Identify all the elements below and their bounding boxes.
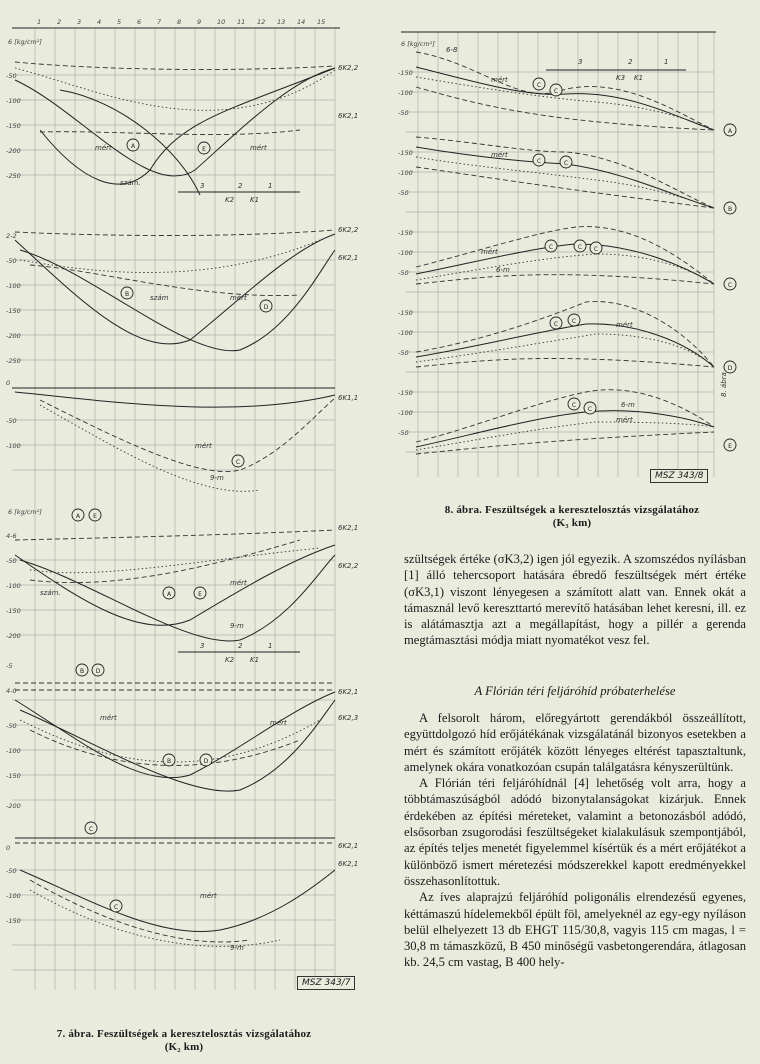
- svg-text:-100: -100: [6, 582, 21, 590]
- figure-7-panel-4: [8, 508, 359, 664]
- svg-text:2: 2: [57, 18, 62, 26]
- svg-text:szám: szám: [150, 294, 169, 302]
- svg-text:mért: mért: [230, 579, 247, 587]
- svg-text:6K2,2: 6K2,2: [338, 64, 359, 72]
- svg-text:6K2,1: 6K2,1: [338, 254, 359, 262]
- svg-text:E: E: [728, 443, 732, 450]
- svg-text:-50: -50: [398, 349, 409, 357]
- figure-7-panel-1: [15, 62, 359, 204]
- figure-7-panel-5: [15, 664, 358, 791]
- svg-text:C: C: [536, 82, 542, 89]
- svg-text:B: B: [124, 291, 130, 298]
- body-text-1: [404, 551, 746, 649]
- svg-text:B: B: [166, 758, 172, 765]
- svg-text:-150: -150: [398, 69, 413, 77]
- svg-text:3: 3: [578, 58, 583, 66]
- svg-text:-150: -150: [398, 149, 413, 157]
- svg-text:9-m: 9-m: [230, 944, 244, 952]
- svg-text:C: C: [113, 904, 119, 911]
- svg-text:A: A: [130, 143, 136, 150]
- svg-text:14: 14: [297, 18, 306, 26]
- svg-text:mért: mért: [230, 294, 247, 302]
- svg-text:C: C: [563, 160, 569, 167]
- svg-text:-100: -100: [398, 89, 413, 97]
- svg-text:6K2,2: 6K2,2: [338, 562, 359, 570]
- svg-text:-50: -50: [6, 557, 17, 565]
- svg-text:6: 6: [137, 18, 142, 26]
- figure-7-stamp: MSZ 343/7: [297, 976, 355, 990]
- svg-text:9: 9: [197, 18, 202, 26]
- svg-text:-250: -250: [6, 172, 21, 180]
- svg-text:-200: -200: [6, 147, 21, 155]
- svg-text:1: 1: [268, 182, 273, 190]
- svg-text:0: 0: [6, 844, 11, 852]
- svg-text:6K2,3: 6K2,3: [338, 714, 359, 722]
- figure-8-axis-unit: 6 [kg/cm²]: [401, 40, 435, 48]
- svg-text:C: C: [593, 246, 599, 253]
- svg-text:2: 2: [628, 58, 633, 66]
- svg-text:6 [kg/cm²]: 6 [kg/cm²]: [8, 508, 42, 516]
- svg-text:2-2: 2-2: [6, 232, 17, 240]
- svg-text:-100: -100: [6, 442, 21, 450]
- svg-text:-100: -100: [6, 892, 21, 900]
- svg-text:-50: -50: [398, 269, 409, 277]
- paragraph-1: szültségek értéke (σK3,2) igen jól egyezik. A szomszédos nyílásban [1] álló tehercsoport hatására ébredő feszültségek mért értéke (σK3,1) viszont lényegesen a számított alatt van. Ennek okát a támasznál levő kereszttartó merevítő hatásában lehet keresni, ill. ez is alátámasztja azt a megállapítást, hogy a pillér a gerenda megtámasztási módja miatt nyomatékot vesz fel.: [404, 552, 746, 648]
- svg-text:2: 2: [238, 642, 243, 650]
- svg-text:-150: -150: [6, 122, 21, 130]
- svg-text:1: 1: [268, 642, 273, 650]
- figure-8-caption: [392, 504, 752, 530]
- svg-text:3: 3: [200, 642, 205, 650]
- figure-8-panel-e: [416, 372, 736, 454]
- svg-text:-150: -150: [6, 917, 21, 925]
- figure-7-axis-unit: 6 [kg/cm²]: [8, 38, 42, 46]
- svg-text:-100: -100: [398, 329, 413, 337]
- svg-text:C: C: [548, 244, 554, 251]
- svg-text:C: C: [587, 406, 593, 413]
- svg-text:E: E: [202, 146, 206, 153]
- svg-text:2: 2: [238, 182, 243, 190]
- figure-8-caption-line2: (K₃ km): [552, 517, 592, 529]
- figure-8-panel-b: [416, 137, 736, 214]
- svg-text:mért: mért: [616, 416, 633, 424]
- svg-text:A: A: [75, 513, 81, 520]
- svg-text:-100: -100: [398, 249, 413, 257]
- figure-7-chart: [0, 0, 372, 1000]
- svg-text:C: C: [553, 321, 559, 328]
- svg-text:15: 15: [317, 18, 326, 26]
- svg-text:mért: mért: [100, 714, 117, 722]
- svg-text:-50: -50: [6, 257, 17, 265]
- svg-text:1: 1: [664, 58, 669, 66]
- svg-text:szám.: szám.: [40, 589, 61, 597]
- svg-text:-100: -100: [6, 97, 21, 105]
- svg-text:szám.: szám.: [120, 179, 141, 187]
- figure-8-panel-c: [416, 227, 736, 290]
- svg-text:C: C: [553, 88, 559, 95]
- svg-text:13: 13: [277, 18, 286, 26]
- paragraph-2: A felsorolt három, előregyártott gerendákból összeállított, együttdolgozó híd erőjátékának vizsgálatánál bizonyos esetekben a mért és számított erőjáték között lényeges eltérést tapasztaltunk, amelynek okára vonatkozóan csupán találgatásra kényszerültünk.: [404, 711, 746, 774]
- svg-text:-100: -100: [398, 409, 413, 417]
- svg-text:6K2,1: 6K2,1: [338, 860, 359, 868]
- svg-text:12: 12: [257, 18, 266, 26]
- figure-7-caption-line2: (K₂ km): [164, 1041, 204, 1053]
- svg-text:-50: -50: [398, 109, 409, 117]
- svg-text:-150: -150: [6, 772, 21, 780]
- svg-text:-200: -200: [6, 632, 21, 640]
- svg-text:6K2,2: 6K2,2: [338, 226, 359, 234]
- figure-7-panel-3: [12, 388, 358, 491]
- svg-text:E: E: [93, 513, 97, 520]
- svg-text:1: 1: [37, 18, 42, 26]
- svg-text:-150: -150: [6, 307, 21, 315]
- figure-8-stamp: MSZ 343/8: [650, 469, 708, 483]
- figure-7-caption-line1: 7. ábra. Feszültségek a keresztelosztás vizsgálatához: [56, 1028, 312, 1040]
- svg-text:K2: K2: [225, 656, 235, 664]
- svg-text:K3: K3: [616, 74, 626, 82]
- svg-text:6-8: 6-8: [446, 46, 458, 54]
- paragraph-4: Az íves alaprajzú feljáróhíd poligonális elrendezésű egyenes, kéttámaszú hídelemekből épült föl, amelyeknél az egy-egy nyíláson belül elhelyezett 13 db EHGT 115/30,8, vagyis 115 cm magas, l = 30,8 m támaszközű, B 450 minőségű vasbetongerendára, átlagosan kb. 24,5 cm vastag, B 400 hely-: [404, 890, 747, 970]
- svg-text:mért: mért: [200, 892, 217, 900]
- svg-text:6K2,1: 6K2,1: [338, 688, 359, 696]
- svg-text:4: 4: [97, 18, 102, 26]
- figure-8-grid: [406, 32, 714, 477]
- svg-text:-150: -150: [6, 607, 21, 615]
- svg-text:mért: mért: [491, 76, 508, 84]
- svg-text:D: D: [727, 365, 733, 372]
- section-heading: A Flórián téri feljáróhíd próbaterhelése: [474, 684, 676, 698]
- svg-text:4-6: 4-6: [6, 532, 17, 540]
- svg-text:-50: -50: [6, 417, 17, 425]
- figure-7-grid: [12, 28, 335, 990]
- svg-text:C: C: [536, 158, 542, 165]
- svg-text:K1: K1: [634, 74, 644, 82]
- svg-text:mért: mért: [95, 144, 112, 152]
- svg-text:mért: mért: [481, 248, 498, 256]
- svg-text:-100: -100: [398, 169, 413, 177]
- svg-text:-5: -5: [6, 662, 13, 670]
- svg-text:mért: mért: [616, 321, 633, 329]
- svg-text:C: C: [235, 459, 241, 466]
- svg-text:C: C: [577, 244, 583, 251]
- svg-text:10: 10: [217, 18, 226, 26]
- svg-text:6K1,1: 6K1,1: [338, 394, 359, 402]
- svg-text:-50: -50: [6, 722, 17, 730]
- svg-text:K1: K1: [250, 196, 260, 204]
- svg-text:-150: -150: [398, 309, 413, 317]
- svg-text:D: D: [263, 304, 269, 311]
- svg-text:11: 11: [237, 18, 246, 26]
- svg-text:6-m: 6-m: [496, 266, 510, 274]
- figure-8-chart: [396, 22, 746, 487]
- svg-text:E: E: [198, 591, 202, 598]
- svg-text:mért: mért: [250, 144, 267, 152]
- figure-7-panel-6: [15, 822, 358, 952]
- svg-text:A: A: [166, 591, 172, 598]
- svg-text:6K2,1: 6K2,1: [338, 112, 359, 120]
- svg-text:C: C: [88, 826, 94, 833]
- svg-text:-100: -100: [6, 747, 21, 755]
- svg-text:-50: -50: [398, 429, 409, 437]
- svg-text:B: B: [79, 668, 85, 675]
- svg-text:K1: K1: [250, 656, 260, 664]
- svg-text:3: 3: [77, 18, 82, 26]
- svg-text:-150: -150: [398, 229, 413, 237]
- svg-text:-50: -50: [6, 867, 17, 875]
- figure-8-caption-line1: 8. ábra. Feszültségek a keresztelosztás vizsgálatához: [444, 504, 700, 516]
- svg-text:C: C: [571, 318, 577, 325]
- figure-7-panel-2: [15, 226, 359, 351]
- svg-text:mért: mért: [270, 719, 287, 727]
- figure-7-caption: [4, 1028, 364, 1054]
- svg-text:B: B: [727, 206, 733, 213]
- svg-text:-100: -100: [6, 282, 21, 290]
- svg-text:mért: mért: [491, 151, 508, 159]
- svg-text:mért: mért: [195, 442, 212, 450]
- svg-text:0: 0: [6, 379, 11, 387]
- svg-text:-50: -50: [6, 72, 17, 80]
- svg-text:C: C: [727, 282, 733, 289]
- svg-text:-200: -200: [6, 802, 21, 810]
- svg-text:7: 7: [157, 18, 162, 26]
- svg-text:6K2,1: 6K2,1: [338, 524, 359, 532]
- figure-8-side-label: 8. ábra: [720, 372, 728, 397]
- svg-text:5: 5: [117, 18, 122, 26]
- svg-text:C: C: [571, 402, 577, 409]
- svg-text:4-0: 4-0: [6, 687, 17, 695]
- svg-text:6-m: 6-m: [621, 401, 635, 409]
- svg-text:8: 8: [177, 18, 182, 26]
- svg-text:A: A: [727, 128, 733, 135]
- svg-text:D: D: [203, 758, 209, 765]
- svg-text:D: D: [95, 668, 101, 675]
- svg-text:-150: -150: [398, 389, 413, 397]
- figure-8-panel-a: [416, 46, 736, 136]
- svg-text:-250: -250: [6, 357, 21, 365]
- svg-text:9-m: 9-m: [230, 622, 244, 630]
- svg-text:6K2,1: 6K2,1: [338, 842, 359, 850]
- svg-text:-200: -200: [6, 332, 21, 340]
- svg-text:-50: -50: [398, 189, 409, 197]
- body-text-2: [404, 710, 746, 971]
- svg-text:3: 3: [200, 182, 205, 190]
- svg-text:9-m: 9-m: [210, 474, 224, 482]
- svg-text:K2: K2: [225, 196, 235, 204]
- paragraph-3: A Flórián téri feljáróhídnál [4] lehetőség volt arra, hogy a többtámaszúságból adódó bizonytalanságokat kizárjuk. Ennek érdekében az építési méreteket, valamint a betonozásból adódó, elsősorban zsugorodási feszültségeket kialakulásuk szempontjából, az építés teljes menetét figyelemmel kísértük és a mért erőjátékot a különböző ismert méretezési módszerekkel kapott eredményekkel összehasonlítottuk.: [404, 776, 746, 888]
